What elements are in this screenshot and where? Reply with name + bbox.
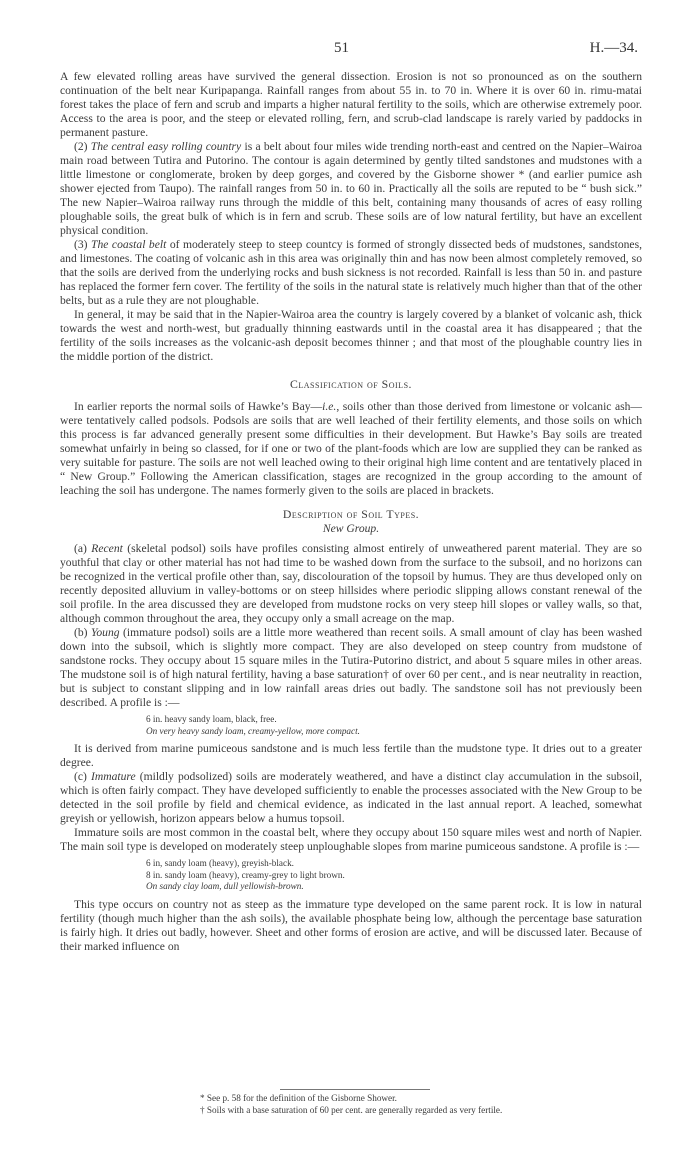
paragraph-number: (a) [74, 542, 92, 555]
profile-line: On sandy clay loam, dull yellowish-brown. [146, 881, 304, 891]
document-reference: H.—34. [589, 40, 638, 56]
term: Young [90, 626, 120, 639]
paragraph [60, 770, 642, 826]
paragraph: Immature soils are most common in the coastal belt, where they occupy about 150 square miles west and north of Napier. The main soil type is developed on moderately steep unploughable slopes from marine pumiceous sandstone. A profile is :— [60, 826, 642, 853]
subsection-heading: New Group. [322, 522, 380, 535]
term: The coastal belt [91, 238, 167, 251]
term: The central easy rolling country [90, 140, 242, 153]
paragraph-number: (3) [74, 238, 92, 251]
footnote: † Soils with a base saturation of 60 per cent. are generally regarded as very fertile. [200, 1104, 503, 1115]
paragraph-text: is a belt about four miles wide trending north-east and centred on the Napier–Wairoa main road between Tutira and Putorino. The contour is again determined by gently tilted sandstones and mudstones with a little limestone or conglomerate, broken by deep gorges, and covered by the Gisborne shower * (and earlier pumice ash shower ejected from Taupo). The rainfall ranges from 50 in. to 60 in. Practically all the soils are reputed to be “ bush sick.” The new Napier–Wairoa railway runs through the middle of this belt, containing many thousands of acres of easy rolling ploughable soils, the great bulk of which is in fern and scrub. These soils are of low natural fertility, but have an excellent physical condition. [60, 140, 642, 237]
profile-line: 8 in. sandy loam (heavy), creamy-grey to light brown. [146, 869, 345, 880]
paragraph-number: (b) [74, 626, 91, 639]
paragraph-text: In earlier reports the normal soils of Hawke’s Bay— [74, 400, 323, 413]
paragraph [60, 238, 642, 308]
paragraph [60, 140, 642, 238]
paragraph [60, 400, 642, 498]
paragraph [60, 542, 642, 626]
profile-line: 6 in, sandy loam (heavy), greyish-black. [146, 858, 294, 868]
paragraph-number: (c) [74, 770, 91, 783]
soil-profile [146, 714, 642, 737]
term: Immature [90, 770, 136, 783]
paragraph-text: , soils other than those derived from limestone or volcanic ash—were tentatively called podsols. Podsols are soils that are well leached of their fertility elements, and those soils on which this process is far advanced generally present some difficulties in their development. But Hawke’s Bay soils are treated somewhat unfairly in being so classed, for if one or two of the plant-foods which are low are supplied they can be ranked as very suitable for pasture. The soils are not well leached owing to their original high lime content and are tentatively placed in “ New Group.” Following the American classification, stages are recognized in the group according to the amount of leaching the soil has undergone. The names formerly given to the soils are placed in brackets. [60, 400, 642, 497]
footnote-rule [280, 1089, 430, 1090]
paragraph-number: (2) [74, 140, 91, 153]
paragraph-text: of moderately steep to steep countcy is formed of strongly dissected beds of mudstones, sandstones, and limestones. The coating of volcanic ash in this area was originally thin and has now been almost completely removed, so that the soils are derived from the underlying rocks and bush sickness is not recorded. Rainfall is less than 50 in. and pasture has replaced the former fern cover. The fertility of the soils in the natural state is relatively much higher than that of the other belts, but as a rule they are not ploughable. [60, 238, 642, 307]
paragraph: In general, it may be said that in the Napier-Wairoa area the country is largely covered by a blanket of volcanic ash, thick towards the west and north-west, but gradually thinning eastwards until in the coastal area it has disappeared ; that the fertility of the soils increases as the volcanic-ash deposit becomes thinner ; and that most of the ploughable country lies in the middle portion of the district. [60, 308, 642, 363]
term: Recent [91, 542, 123, 555]
profile-line: On very heavy sandy loam, creamy-yellow, more compact. [146, 725, 360, 736]
section-heading: Classification of Soils. [290, 377, 412, 391]
footnotes [60, 1089, 642, 1116]
profile-line: 6 in. heavy sandy loam, black, free. [146, 714, 277, 724]
paragraph-text: (skeletal podsol) soils have profiles consisting almost entirely of unweathered parent material. They are so youthful that clay or other material has not had time to be washed down from the surface to the subsoil, and no horizons can be recognized in the vertical profile other than, say, discolouration of the topsoil by humus. They are thus developed only on recently deposited alluvium in valley-bottoms or on steep hillsides where periodic slipping allows constant renewal of the soil profile. In the area discussed they are developed from mudstone rocks on very steep hill slopes or valley walls, so that, although common throughout the area, they occupy only a small acreage on the map. [60, 542, 642, 625]
soil-profile [146, 858, 642, 893]
paragraph [60, 626, 642, 710]
abbreviation: i.e. [322, 400, 337, 413]
body-text [60, 70, 642, 954]
paragraph: It is derived from marine pumiceous sandstone and is much less fertile than the mudstone type. It dries out to a greater degree. [60, 742, 642, 769]
page-header [0, 40, 700, 60]
paragraph-text: (immature podsol) soils are a little more weathered than recent soils. A small amount of clay has been washed down into the subsoil, which is slightly more compact. They are also developed on steep country from mudstone of sandstone rocks. They occupy about 15 square miles in the Tutira-Putorino district, and about 5 square miles in other areas. The mudstone soil is of high natural fertility, having a base saturation† of over 60 per cent., and is near neutrality in reaction, but is subject to constant slipping and in low rainfall areas dries out badly. The sandstone soil has not previously been described. A profile is :— [60, 626, 642, 709]
section-heading: Description of Soil Types. [282, 507, 420, 521]
paragraph-text: (mildly podsolized) soils are moderately weathered, and have a distinct clay accumulation in the subsoil, which is often fairly compact. They have developed sufficiently to enable the processes associated with the New Group to be detected in the soil profile by field and chemical evidence, as indicated in the last annual report. A leached, somewhat greyish or yellowish, horizon appears below a humus topsoil. [60, 770, 642, 825]
paragraph: This type occurs on country not as steep as the immature type developed on the same parent rock. It is low in natural fertility (though much higher than the ash soils), the available phosphate being low, although the percentage base saturation is fairly high. It dries out badly, however. Sheet and other forms of erosion are active, and will be discussed later. Because of their marked influence on [60, 897, 642, 953]
page-number: 51 [334, 40, 349, 56]
footnote: * See p. 58 for the definition of the Gisborne Shower. [200, 1093, 397, 1103]
paragraph: A few elevated rolling areas have survived the general dissection. Erosion is not so pronounced as on the southern continuation of the belt near Kuripapanga. Rainfall ranges from about 55 in. to 70 in. Where it is over 60 in. rimu-matai forest takes the place of fern and scrub and imparts a higher natural fertility to the soils, which are otherwise extremely poor. Access to the area is poor, and the steep or elevated rolling, fern, and scrub-clad landscape is rarely varied by paddocks in permanent pasture. [60, 70, 642, 139]
